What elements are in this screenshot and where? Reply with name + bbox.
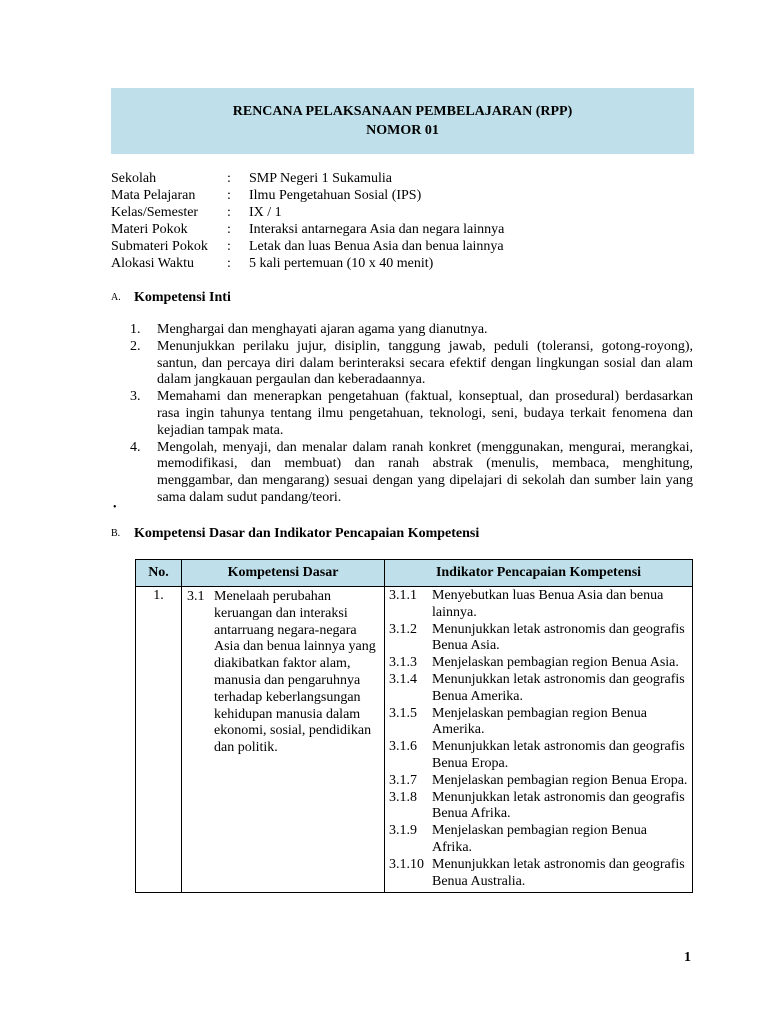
identity-colon: : — [227, 205, 231, 220]
indicator-code: 3.1.3 — [389, 655, 417, 671]
identity-label: Mata Pelajaran — [111, 188, 196, 203]
section-a-heading — [111, 290, 231, 307]
indicator-item — [389, 622, 688, 656]
list-item-text: Memahami dan menerapkan pengetahuan (faktual, konseptual, dan prosedural) berdasarkan rasa ingin tahunya tentang ilmu pengetahuan, teknologi, seni, budaya terkait fenomena dan kejadian tampak mata. — [157, 389, 693, 438]
indicator-text: Menunjukkan letak astronomis dan geografis Benua Amerika. — [432, 671, 685, 704]
indicator-item — [389, 672, 688, 706]
identity-colon: : — [227, 222, 231, 237]
indicator-text: Menjelaskan pembagian region Benua Afrika. — [432, 823, 647, 855]
identity-label: Submateri Pokok — [111, 239, 208, 254]
identity-colon: : — [227, 239, 231, 254]
indicator-text: Menunjukkan letak astronomis dan geografis Benua Eropa. — [432, 739, 685, 771]
indicator-item — [389, 823, 688, 857]
identity-row — [111, 256, 504, 273]
identity-colon: : — [227, 256, 231, 271]
list-item — [130, 322, 693, 339]
table-row — [136, 587, 693, 893]
indicator-code: 3.1.7 — [389, 772, 417, 788]
indicator-item — [389, 739, 688, 773]
list-item-text: Menghargai dan menghayati ajaran agama yang dianutnya. — [157, 322, 488, 337]
indicator-item — [389, 655, 688, 672]
indicator-code: 3.1.4 — [389, 671, 417, 687]
identity-row — [111, 205, 504, 222]
identity-row — [111, 188, 504, 205]
section-b-title: Kompetensi Dasar dan Indikator Pencapaian Kompetensi — [134, 526, 480, 541]
identity-value: Letak dan luas Benua Asia dan benua lainnya — [249, 239, 504, 254]
row-number: 1. — [136, 587, 182, 893]
kompetensi-inti-list — [130, 322, 693, 507]
indikator-cell — [385, 587, 693, 893]
indicator-text: Menjelaskan pembagian region Benua Amerika. — [432, 705, 647, 738]
identity-value: SMP Negeri 1 Sukamulia — [249, 171, 392, 186]
indicator-code: 3.1.5 — [389, 705, 417, 721]
list-item-number: 3. — [130, 389, 141, 405]
document-number: NOMOR 01 — [366, 123, 439, 138]
indicator-code: 3.1.6 — [389, 739, 417, 755]
list-item — [130, 339, 693, 389]
document-title-box — [111, 88, 694, 154]
identity-colon: : — [227, 188, 231, 203]
list-item-number: 4. — [130, 439, 141, 455]
identity-label: Sekolah — [111, 171, 157, 186]
empty-bullet: • — [113, 502, 117, 513]
kompetensi-table — [135, 559, 693, 893]
indicator-code: 3.1.8 — [389, 789, 417, 805]
identity-row — [111, 171, 504, 188]
identity-value: IX / 1 — [249, 205, 282, 220]
table-header-row — [136, 560, 693, 587]
list-item-text: Menunjukkan perilaku jujur, disiplin, tanggung jawab, peduli (toleransi, gotong-royong), santun, dan percaya diri dalam berinteraksi secara efektif dengan lingkungan sosial dan alam dalam jangkauan pergaulan dan keberadaannya. — [157, 338, 693, 388]
indicator-text: Menunjukkan letak astronomis dan geografis Benua Australia. — [432, 856, 685, 889]
document-title: RENCANA PELAKSANAAN PEMBELAJARAN (RPP) — [232, 104, 573, 119]
kd-text: Menelaah perubahan keruangan dan interaksi antarruang negara-negara Asia dan benua lainnya yang diakibatkan faktor alam, manusia dan pengaruhnya terhadap keberlangsungan kehidupan manusia dalam ekonomi, sosial, pendidikan dan politik. — [214, 589, 376, 756]
indicator-code: 3.1.10 — [389, 856, 424, 872]
identity-label: Alokasi Waktu — [111, 256, 194, 271]
indicator-code: 3.1.9 — [389, 823, 417, 839]
indicator-code: 3.1.2 — [389, 621, 417, 637]
indicator-item — [389, 790, 688, 824]
identity-label: Kelas/Semester — [111, 205, 199, 220]
identity-value: Interaksi antarnegara Asia dan negara lainnya — [249, 222, 505, 237]
list-item — [130, 389, 693, 439]
list-item-number: 1. — [130, 322, 141, 337]
kompetensi-dasar-cell — [182, 587, 385, 893]
section-a-title: Kompetensi Inti — [134, 290, 231, 305]
indicator-text: Menjelaskan pembagian region Benua Asia. — [432, 655, 679, 671]
indicator-text: Menunjukkan letak astronomis dan geografis Benua Asia. — [432, 621, 685, 654]
identity-value: Ilmu Pengetahuan Sosial (IPS) — [249, 188, 422, 203]
indicator-text: Menyebutkan luas Benua Asia dan benua lainnya. — [432, 588, 664, 620]
section-a-letter: A. — [111, 292, 121, 303]
list-item — [130, 440, 693, 507]
header-no: No. — [136, 560, 182, 587]
identity-colon: : — [227, 171, 231, 186]
indicator-item — [389, 706, 688, 740]
indicator-text: Menunjukkan letak astronomis dan geografis Benua Afrika. — [432, 789, 685, 822]
kd-code: 3.1 — [187, 589, 205, 604]
identity-row — [111, 239, 504, 256]
indicator-item — [389, 857, 688, 891]
list-item-number: 2. — [130, 338, 141, 354]
page-number: 1 — [684, 950, 691, 965]
indicator-text: Menjelaskan pembagian region Benua Eropa. — [432, 772, 688, 788]
identity-block — [111, 171, 504, 273]
header-kompetensi-dasar: Kompetensi Dasar — [182, 560, 385, 587]
section-b-heading — [111, 526, 479, 543]
indicator-code: 3.1.1 — [389, 588, 417, 603]
indicator-item — [389, 588, 688, 622]
identity-label: Materi Pokok — [111, 222, 188, 237]
header-indikator: Indikator Pencapaian Kompetensi — [385, 560, 693, 587]
list-item-text: Mengolah, menyaji, dan menalar dalam ranah konkret (menggunakan, mengurai, merangkai, memodifikasi, dan membuat) dan ranah abstrak (menulis, membaca, menghitung, menggambar, dan mengarang) sesuai dengan yang dipelajari di sekolah dan sumber lain yang sama dalam sudut pandang/teori. — [157, 439, 693, 505]
identity-value: 5 kali pertemuan (10 x 40 menit) — [249, 256, 434, 271]
section-b-letter: B. — [111, 528, 121, 539]
indicator-item — [389, 773, 688, 790]
identity-row — [111, 222, 504, 239]
